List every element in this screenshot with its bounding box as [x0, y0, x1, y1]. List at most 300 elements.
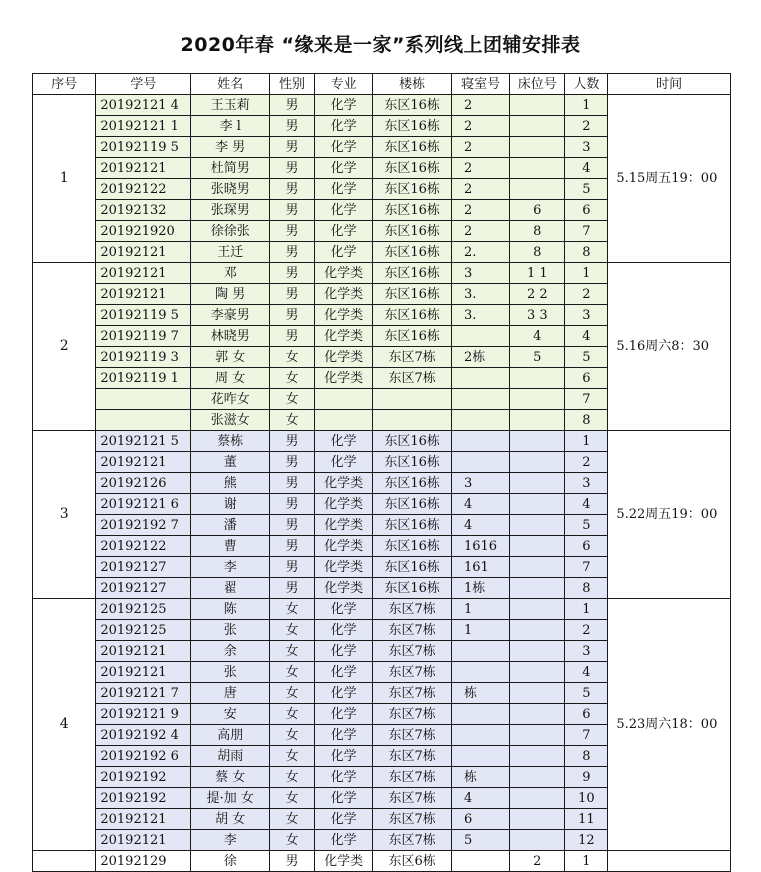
student-id-cell: [96, 410, 191, 431]
building-cell: 东区16栋: [373, 452, 452, 473]
gender-cell: 男: [270, 95, 315, 116]
gender-cell: 男: [270, 557, 315, 578]
major-cell: 化学: [315, 452, 373, 473]
building-cell: 东区16栋: [373, 158, 452, 179]
name-cell: 潘: [191, 515, 270, 536]
count-cell: 8: [565, 746, 608, 767]
name-cell: 徐: [191, 851, 270, 872]
room-cell: 2: [451, 116, 509, 137]
name-cell: 张滋女: [191, 410, 270, 431]
page-title: 2020年春 “缘来是一家”系列线上团辅安排表: [180, 34, 581, 56]
bed-cell: 8: [510, 242, 565, 263]
room-cell: 2: [451, 95, 509, 116]
count-cell: 9: [565, 767, 608, 788]
bed-cell: 8: [510, 221, 565, 242]
major-cell: 化学: [315, 116, 373, 137]
gender-cell: 女: [270, 620, 315, 641]
name-cell: 邓: [191, 263, 270, 284]
name-cell: 王迁: [191, 242, 270, 263]
room-cell: 3.: [451, 305, 509, 326]
major-cell: 化学: [315, 137, 373, 158]
table-row: [33, 851, 731, 872]
student-id-cell: [96, 389, 191, 410]
room-cell: 2: [451, 200, 509, 221]
gender-cell: 女: [270, 830, 315, 851]
name-cell: 唐: [191, 683, 270, 704]
student-id-cell: 20192121 1: [96, 116, 191, 137]
gender-cell: 女: [270, 662, 315, 683]
major-cell: 化学: [315, 179, 373, 200]
building-cell: 东区7栋: [373, 347, 452, 368]
major-cell: 化学类: [315, 515, 373, 536]
group-seq-cell: 4: [33, 599, 96, 851]
major-cell: 化学类: [315, 368, 373, 389]
group-seq-cell: 3: [33, 431, 96, 599]
count-cell: 11: [565, 809, 608, 830]
major-cell: [315, 410, 373, 431]
student-id-cell: 20192119 7: [96, 326, 191, 347]
building-cell: 东区7栋: [373, 620, 452, 641]
student-id-cell: 201921920: [96, 221, 191, 242]
student-id-cell: 20192126: [96, 473, 191, 494]
student-id-cell: 20192121 6: [96, 494, 191, 515]
bed-cell: [510, 704, 565, 725]
gender-cell: 女: [270, 746, 315, 767]
name-cell: 胡 女: [191, 809, 270, 830]
count-cell: 5: [565, 347, 608, 368]
major-cell: 化学: [315, 620, 373, 641]
bed-cell: [510, 767, 565, 788]
building-cell: 东区16栋: [373, 95, 452, 116]
bed-cell: 5: [510, 347, 565, 368]
count-cell: 5: [565, 683, 608, 704]
student-id-cell: 20192122: [96, 179, 191, 200]
student-id-cell: 20192119 1: [96, 368, 191, 389]
name-cell: 张晓男: [191, 179, 270, 200]
student-id-cell: 20192121: [96, 809, 191, 830]
group-time-cell: 5.22周五19：00: [608, 431, 731, 599]
building-cell: 东区7栋: [373, 599, 452, 620]
count-cell: 5: [565, 515, 608, 536]
bed-cell: 1 1: [510, 263, 565, 284]
count-cell: 1: [565, 431, 608, 452]
count-cell: 5: [565, 179, 608, 200]
name-cell: 李: [191, 557, 270, 578]
count-cell: 3: [565, 305, 608, 326]
building-cell: 东区7栋: [373, 704, 452, 725]
table-row: [33, 263, 731, 284]
major-cell: 化学类: [315, 326, 373, 347]
bed-cell: [510, 452, 565, 473]
gender-cell: 男: [270, 158, 315, 179]
building-cell: 东区16栋: [373, 326, 452, 347]
room-cell: [451, 431, 509, 452]
bed-cell: [510, 494, 565, 515]
gender-cell: 男: [270, 431, 315, 452]
bed-cell: [510, 410, 565, 431]
building-cell: 东区7栋: [373, 662, 452, 683]
name-cell: 安: [191, 704, 270, 725]
name-cell: 王玉莉: [191, 95, 270, 116]
building-cell: 东区7栋: [373, 368, 452, 389]
room-cell: 2栋: [451, 347, 509, 368]
room-cell: 3: [451, 263, 509, 284]
name-cell: 谢: [191, 494, 270, 515]
schedule-table: [32, 73, 731, 872]
building-cell: 东区16栋: [373, 494, 452, 515]
room-cell: 3.: [451, 284, 509, 305]
bed-cell: [510, 599, 565, 620]
room-cell: 1: [451, 599, 509, 620]
name-cell: 余: [191, 641, 270, 662]
major-cell: 化学类: [315, 851, 373, 872]
room-cell: 161: [451, 557, 509, 578]
bed-cell: [510, 683, 565, 704]
student-id-cell: 20192127: [96, 557, 191, 578]
building-cell: 东区16栋: [373, 305, 452, 326]
header-student-id: 学号: [96, 74, 191, 95]
bed-cell: [510, 95, 565, 116]
room-cell: 3: [451, 473, 509, 494]
major-cell: [315, 389, 373, 410]
bed-cell: [510, 158, 565, 179]
room-cell: [451, 452, 509, 473]
name-cell: 翟: [191, 578, 270, 599]
name-cell: 李豪男: [191, 305, 270, 326]
bed-cell: [510, 620, 565, 641]
major-cell: 化学类: [315, 284, 373, 305]
major-cell: 化学: [315, 788, 373, 809]
major-cell: 化学: [315, 725, 373, 746]
student-id-cell: 20192192 6: [96, 746, 191, 767]
name-cell: 张琛男: [191, 200, 270, 221]
header-building: 楼栋: [373, 74, 452, 95]
count-cell: 1: [565, 263, 608, 284]
major-cell: 化学: [315, 767, 373, 788]
bed-cell: 4: [510, 326, 565, 347]
bed-cell: [510, 116, 565, 137]
building-cell: [373, 410, 452, 431]
major-cell: 化学类: [315, 536, 373, 557]
bed-cell: [510, 662, 565, 683]
student-id-cell: 20192121 4: [96, 95, 191, 116]
gender-cell: 男: [270, 137, 315, 158]
room-cell: 4: [451, 515, 509, 536]
student-id-cell: 20192121: [96, 242, 191, 263]
student-id-cell: 20192192 4: [96, 725, 191, 746]
count-cell: 7: [565, 221, 608, 242]
header-gender: 性别: [270, 74, 315, 95]
major-cell: 化学类: [315, 305, 373, 326]
gender-cell: 男: [270, 200, 315, 221]
building-cell: 东区16栋: [373, 557, 452, 578]
group-seq-cell: 2: [33, 263, 96, 431]
building-cell: 东区16栋: [373, 578, 452, 599]
name-cell: 董: [191, 452, 270, 473]
count-cell: 2: [565, 620, 608, 641]
count-cell: 2: [565, 452, 608, 473]
name-cell: 曹: [191, 536, 270, 557]
name-cell: 蔡 女: [191, 767, 270, 788]
bed-cell: [510, 368, 565, 389]
gender-cell: 女: [270, 410, 315, 431]
major-cell: 化学: [315, 200, 373, 221]
building-cell: 东区16栋: [373, 473, 452, 494]
room-cell: [451, 725, 509, 746]
major-cell: 化学: [315, 242, 373, 263]
room-cell: 栋: [451, 683, 509, 704]
table-row: [33, 599, 731, 620]
room-cell: [451, 326, 509, 347]
room-cell: 2: [451, 158, 509, 179]
room-cell: 2: [451, 221, 509, 242]
building-cell: 东区6栋: [373, 851, 452, 872]
room-cell: 1栋: [451, 578, 509, 599]
count-cell: 6: [565, 368, 608, 389]
bed-cell: [510, 515, 565, 536]
student-id-cell: 20192121: [96, 452, 191, 473]
student-id-cell: 20192192: [96, 788, 191, 809]
student-id-cell: 20192192: [96, 767, 191, 788]
gender-cell: 男: [270, 494, 315, 515]
bed-cell: 6: [510, 200, 565, 221]
count-cell: 3: [565, 473, 608, 494]
student-id-cell: 20192121 7: [96, 683, 191, 704]
major-cell: 化学类: [315, 263, 373, 284]
bed-cell: [510, 830, 565, 851]
name-cell: 陈: [191, 599, 270, 620]
gender-cell: 女: [270, 368, 315, 389]
header-time: 时间: [608, 74, 731, 95]
major-cell: 化学: [315, 662, 373, 683]
table-row: [33, 95, 731, 116]
student-id-cell: 20192119 3: [96, 347, 191, 368]
name-cell: 杜简男: [191, 158, 270, 179]
building-cell: 东区16栋: [373, 515, 452, 536]
count-cell: 7: [565, 725, 608, 746]
student-id-cell: 20192192 7: [96, 515, 191, 536]
count-cell: 2: [565, 116, 608, 137]
room-cell: [451, 389, 509, 410]
count-cell: 1: [565, 95, 608, 116]
building-cell: 东区16栋: [373, 137, 452, 158]
header-major: 专业: [315, 74, 373, 95]
count-cell: 7: [565, 557, 608, 578]
gender-cell: 男: [270, 851, 315, 872]
bed-cell: [510, 641, 565, 662]
student-id-cell: 20192125: [96, 620, 191, 641]
student-id-cell: 20192125: [96, 599, 191, 620]
name-cell: 张: [191, 620, 270, 641]
name-cell: 李 l: [191, 116, 270, 137]
room-cell: [451, 410, 509, 431]
bed-cell: [510, 578, 565, 599]
bed-cell: 2 2: [510, 284, 565, 305]
gender-cell: 女: [270, 599, 315, 620]
building-cell: 东区16栋: [373, 179, 452, 200]
name-cell: 陶 男: [191, 284, 270, 305]
name-cell: 李 男: [191, 137, 270, 158]
bed-cell: [510, 725, 565, 746]
count-cell: 3: [565, 641, 608, 662]
gender-cell: 男: [270, 536, 315, 557]
count-cell: 4: [565, 158, 608, 179]
count-cell: 1: [565, 599, 608, 620]
room-cell: [451, 746, 509, 767]
gender-cell: 女: [270, 389, 315, 410]
gender-cell: 男: [270, 221, 315, 242]
gender-cell: 女: [270, 683, 315, 704]
building-cell: 东区7栋: [373, 809, 452, 830]
bed-cell: [510, 746, 565, 767]
gender-cell: 女: [270, 767, 315, 788]
count-cell: 4: [565, 326, 608, 347]
building-cell: 东区16栋: [373, 116, 452, 137]
student-id-cell: 20192132: [96, 200, 191, 221]
group-seq-cell: [33, 851, 96, 872]
major-cell: 化学: [315, 830, 373, 851]
group-time-cell: 5.16周六8：30: [608, 263, 731, 431]
gender-cell: 男: [270, 473, 315, 494]
count-cell: 12: [565, 830, 608, 851]
bed-cell: [510, 179, 565, 200]
bed-cell: [510, 389, 565, 410]
gender-cell: 女: [270, 641, 315, 662]
major-cell: 化学: [315, 221, 373, 242]
name-cell: 林晓男: [191, 326, 270, 347]
count-cell: 7: [565, 389, 608, 410]
count-cell: 6: [565, 704, 608, 725]
gender-cell: 男: [270, 305, 315, 326]
major-cell: 化学: [315, 683, 373, 704]
room-cell: 6: [451, 809, 509, 830]
gender-cell: 男: [270, 116, 315, 137]
count-cell: 6: [565, 536, 608, 557]
building-cell: 东区16栋: [373, 242, 452, 263]
group-time-cell: [608, 851, 731, 872]
gender-cell: 女: [270, 347, 315, 368]
building-cell: 东区7栋: [373, 641, 452, 662]
room-cell: 2.: [451, 242, 509, 263]
count-cell: 8: [565, 242, 608, 263]
room-cell: 2: [451, 137, 509, 158]
header-name: 姓名: [191, 74, 270, 95]
building-cell: 东区7栋: [373, 683, 452, 704]
room-cell: 4: [451, 788, 509, 809]
major-cell: 化学: [315, 641, 373, 662]
student-id-cell: 20192121 9: [96, 704, 191, 725]
student-id-cell: 20192119 5: [96, 305, 191, 326]
major-cell: 化学类: [315, 473, 373, 494]
count-cell: 8: [565, 410, 608, 431]
student-id-cell: 20192122: [96, 536, 191, 557]
major-cell: 化学类: [315, 557, 373, 578]
bed-cell: [510, 557, 565, 578]
building-cell: 东区7栋: [373, 767, 452, 788]
header-bed: 床位号: [510, 74, 565, 95]
building-cell: 东区16栋: [373, 536, 452, 557]
gender-cell: 男: [270, 263, 315, 284]
building-cell: 东区16栋: [373, 263, 452, 284]
major-cell: 化学类: [315, 347, 373, 368]
gender-cell: 男: [270, 326, 315, 347]
name-cell: 蔡栋: [191, 431, 270, 452]
bed-cell: 2: [510, 851, 565, 872]
count-cell: 2: [565, 284, 608, 305]
gender-cell: 女: [270, 725, 315, 746]
room-cell: [451, 704, 509, 725]
bed-cell: 3 3: [510, 305, 565, 326]
bed-cell: [510, 536, 565, 557]
gender-cell: 男: [270, 452, 315, 473]
student-id-cell: 20192121: [96, 641, 191, 662]
header-seq: 序号: [33, 74, 96, 95]
building-cell: 东区7栋: [373, 788, 452, 809]
group-seq-cell: 1: [33, 95, 96, 263]
room-cell: [451, 368, 509, 389]
header-room: 寝室号: [451, 74, 509, 95]
major-cell: 化学: [315, 158, 373, 179]
group-time-cell: 5.23周六18：00: [608, 599, 731, 851]
major-cell: 化学: [315, 809, 373, 830]
table-row: [33, 431, 731, 452]
student-id-cell: 20192121: [96, 284, 191, 305]
gender-cell: 男: [270, 515, 315, 536]
major-cell: 化学: [315, 599, 373, 620]
name-cell: 花咋女: [191, 389, 270, 410]
name-cell: 李: [191, 830, 270, 851]
student-id-cell: 20192129: [96, 851, 191, 872]
bed-cell: [510, 473, 565, 494]
major-cell: 化学: [315, 704, 373, 725]
count-cell: 1: [565, 851, 608, 872]
group-time-cell: 5.15周五19：00: [608, 95, 731, 263]
name-cell: 周 女: [191, 368, 270, 389]
name-cell: 熊: [191, 473, 270, 494]
building-cell: 东区7栋: [373, 725, 452, 746]
gender-cell: 女: [270, 704, 315, 725]
room-cell: 5: [451, 830, 509, 851]
count-cell: 4: [565, 494, 608, 515]
bed-cell: [510, 788, 565, 809]
major-cell: 化学: [315, 746, 373, 767]
room-cell: 1: [451, 620, 509, 641]
gender-cell: 男: [270, 578, 315, 599]
building-cell: 东区16栋: [373, 431, 452, 452]
building-cell: 东区16栋: [373, 284, 452, 305]
building-cell: [373, 389, 452, 410]
gender-cell: 男: [270, 284, 315, 305]
student-id-cell: 20192121: [96, 263, 191, 284]
bed-cell: [510, 137, 565, 158]
student-id-cell: 20192119 5: [96, 137, 191, 158]
room-cell: 1616: [451, 536, 509, 557]
header-row: [33, 74, 731, 95]
gender-cell: 男: [270, 242, 315, 263]
name-cell: 徐徐张: [191, 221, 270, 242]
major-cell: 化学类: [315, 494, 373, 515]
student-id-cell: 20192121: [96, 830, 191, 851]
room-cell: [451, 641, 509, 662]
gender-cell: 女: [270, 809, 315, 830]
gender-cell: 男: [270, 179, 315, 200]
count-cell: 8: [565, 578, 608, 599]
building-cell: 东区16栋: [373, 200, 452, 221]
room-cell: 栋: [451, 767, 509, 788]
student-id-cell: 20192121: [96, 158, 191, 179]
building-cell: 东区7栋: [373, 746, 452, 767]
room-cell: 2: [451, 179, 509, 200]
